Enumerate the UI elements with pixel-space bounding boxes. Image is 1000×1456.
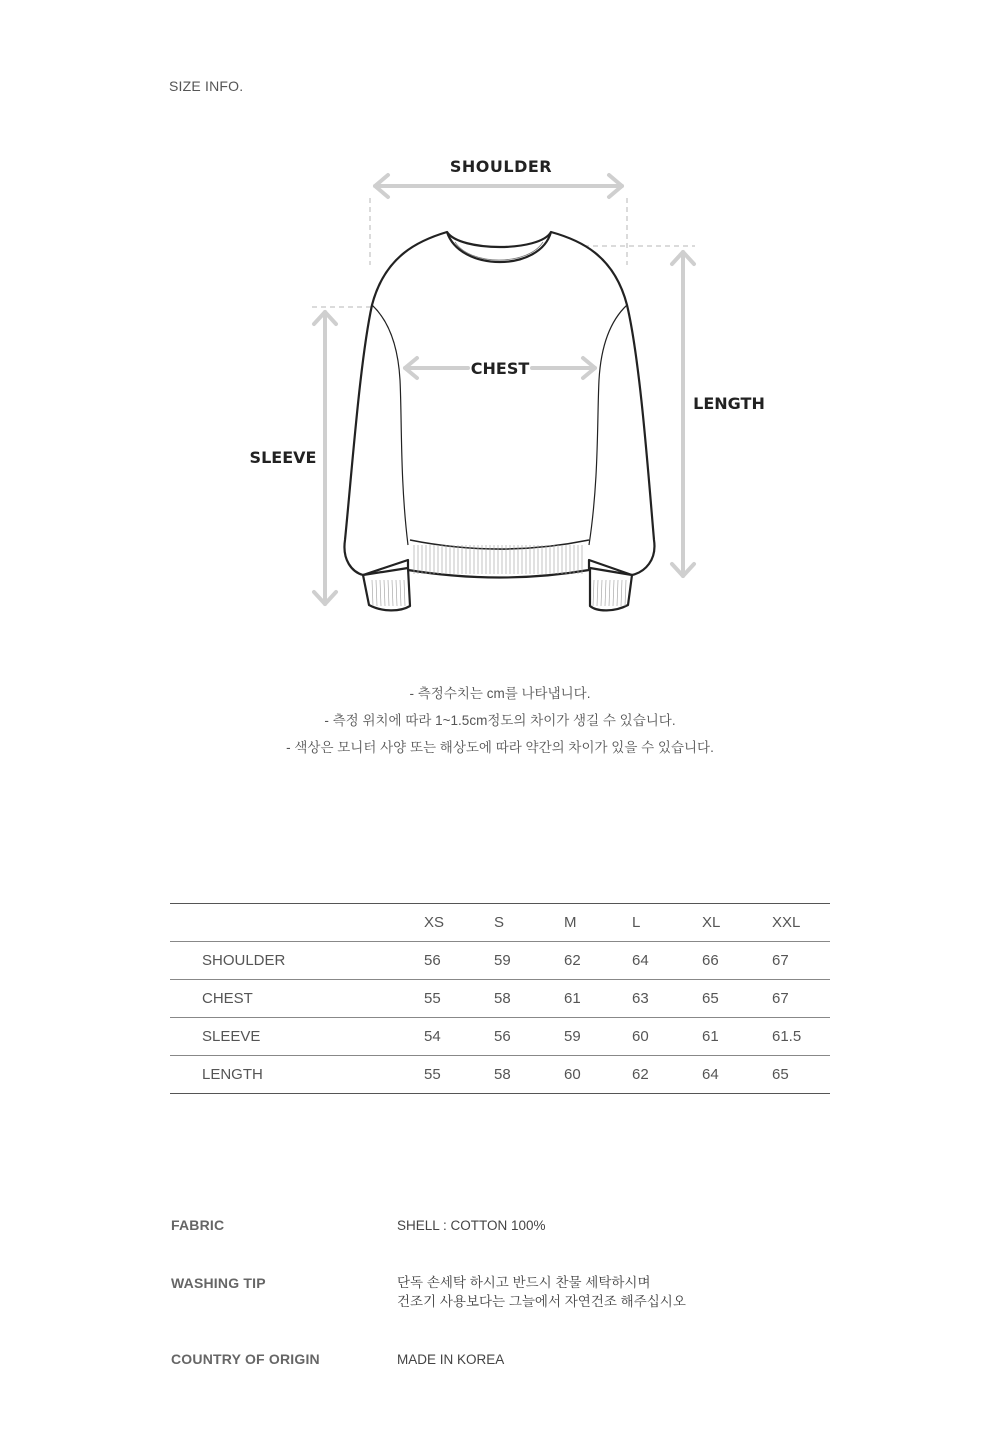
country-of-origin-label: COUNTRY OF ORIGIN: [171, 1351, 320, 1367]
note-line: - 색상은 모니터 사양 또는 해상도에 따라 약간의 차이가 있을 수 있습니다.: [286, 740, 714, 755]
table-cell: 61: [564, 980, 632, 1018]
table-cell: 64: [702, 1056, 772, 1094]
table-row: [170, 942, 830, 980]
header-cell: [170, 904, 424, 942]
row-label: CHEST: [170, 980, 424, 1018]
row-label: SLEEVE: [170, 1018, 424, 1056]
header-cell: XS: [424, 904, 494, 942]
note-line: - 측정수치는 cm를 나타냅니다.: [409, 686, 591, 701]
note-line: - 측정 위치에 따라 1~1.5cm정도의 차이가 생길 수 있습니다.: [324, 713, 676, 728]
table-cell: 60: [632, 1018, 702, 1056]
table-cell: 65: [702, 980, 772, 1018]
table-cell: 67: [772, 942, 830, 980]
table-cell: 67: [772, 980, 830, 1018]
section-title: SIZE INFO.: [169, 78, 244, 94]
fabric-label: FABRIC: [171, 1217, 225, 1233]
table-cell: 58: [494, 980, 564, 1018]
table-cell: 62: [632, 1056, 702, 1094]
header-cell: L: [632, 904, 702, 942]
measurement-notes: [0, 680, 1000, 761]
header-cell: XL: [702, 904, 772, 942]
table-cell: 61.5: [772, 1018, 830, 1056]
shoulder-label: SHOULDER: [449, 157, 553, 176]
table-cell: 61: [702, 1018, 772, 1056]
table-cell: 60: [564, 1056, 632, 1094]
washing-tip-line-2: 건조기 사용보다는 그늘에서 자연건조 해주십시오: [397, 1294, 686, 1309]
table-cell: 54: [424, 1018, 494, 1056]
size-table: [170, 903, 830, 1094]
table-cell: 55: [424, 1056, 494, 1094]
table-cell: 58: [494, 1056, 564, 1094]
chest-label: CHEST: [470, 359, 530, 378]
table-cell: 56: [424, 942, 494, 980]
row-label: SHOULDER: [170, 942, 424, 980]
table-header-row: [170, 904, 830, 942]
washing-tip-line-1: 단독 손세탁 하시고 반드시 찬물 세탁하시며: [397, 1275, 651, 1290]
header-cell: M: [564, 904, 632, 942]
table-cell: 64: [632, 942, 702, 980]
table-cell: 59: [564, 1018, 632, 1056]
sweatshirt-size-diagram: [0, 0, 1000, 660]
table-cell: 65: [772, 1056, 830, 1094]
header-cell: S: [494, 904, 564, 942]
table-cell: 66: [702, 942, 772, 980]
table-cell: 56: [494, 1018, 564, 1056]
table-row: [170, 1018, 830, 1056]
table-cell: 59: [494, 942, 564, 980]
fabric-value: SHELL : COTTON 100%: [397, 1218, 546, 1233]
washing-tip-label: WASHING TIP: [171, 1275, 266, 1291]
table-row: [170, 1056, 830, 1094]
table-row: [170, 980, 830, 1018]
sleeve-label: SLEEVE: [249, 448, 317, 467]
sweatshirt-outline: [344, 232, 654, 610]
table-cell: 63: [632, 980, 702, 1018]
country-of-origin-value: MADE IN KOREA: [397, 1352, 505, 1367]
row-label: LENGTH: [170, 1056, 424, 1094]
length-label: LENGTH: [693, 394, 765, 413]
table-cell: 55: [424, 980, 494, 1018]
table-cell: 62: [564, 942, 632, 980]
header-cell: XXL: [772, 904, 830, 942]
